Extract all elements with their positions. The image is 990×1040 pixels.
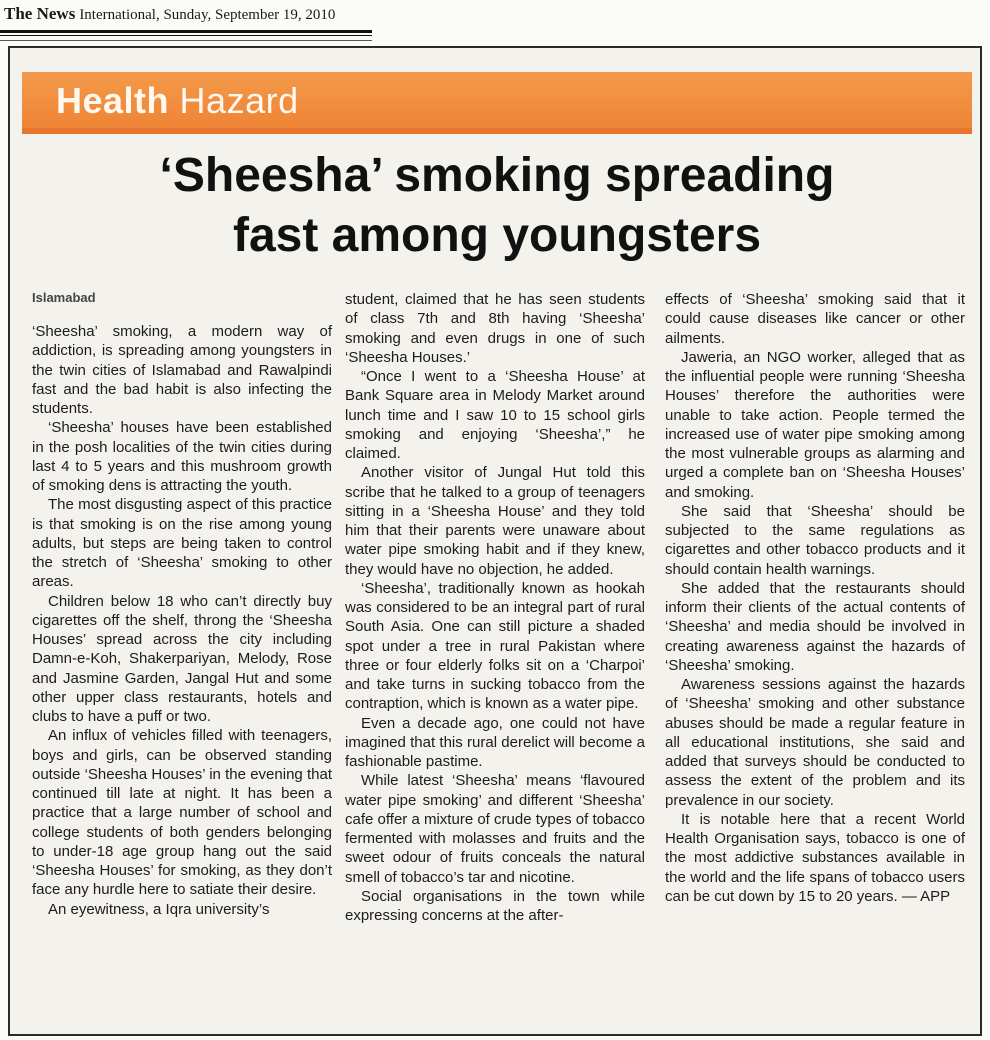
paragraph: An influx of vehicles filled with teenagers, boys and girls, can be observed standing outside ‘Sheesha Houses’ in the evening that continued till late at night. It has been a practice that a large number of school and college students of both genders belonging to under-18 age group hang out the said ‘Sheesha Houses’ for smoking, as they don’t face any hurdle here to satiate their desire.: [32, 727, 332, 899]
paragraph: Awareness sessions against the hazards of ‘Sheesha’ smoking and other substance abuses should be made a regular feature in all educational institutions, she said and added that surveys should be conducted to assess the extent of the problem and its prevalence in our society.: [665, 676, 965, 809]
masthead-rule: [0, 40, 372, 41]
paragraph: Jaweria, an NGO worker, alleged that as the influential people were running ‘Sheesha Houses’ therefore the authorities were unable to take action. People termed the increased use of water pipe smoking among the most vulnerable groups as alarming and urged a complete ban on ‘Sheesha Houses’ and smoking.: [665, 348, 965, 501]
paragraph: student, claimed that he has seen students of class 7th and 8th having ‘Sheesha’ smoking and even drugs in one of such ‘Sheesha Houses.’: [345, 291, 645, 366]
masthead: [4, 4, 364, 28]
paragraph: Even a decade ago, one could not have imagined that this rural derelict will become a fashionable pastime.: [345, 714, 645, 770]
paragraph: effects of ‘Sheesha’ smoking said that it could cause diseases like cancer or other ailments.: [665, 291, 965, 347]
paragraph: Another visitor of Jungal Hut told this scribe that he talked to a group of teenagers sitting in a ‘Sheesha House’ and they told him that their parents were unaware about water pipe smoking habit and if they knew, they would have no objection, he added.: [345, 464, 645, 578]
section-band: [22, 72, 972, 134]
masthead-rule: [0, 35, 372, 36]
article-column-1: [32, 290, 332, 919]
paragraph: ‘Sheesha’ houses have been established in the posh localities of the twin cities during last 4 to 5 years and this mushroom growth of smoking dens is attracting the youth.: [32, 419, 332, 494]
paragraph: ‘Sheesha’ smoking, a modern way of addiction, is spreading among youngsters in the twin cities of Islamabad and Rawalpindi fast and the bad habit is also infecting the students.: [32, 323, 332, 417]
newspaper-name: The News: [4, 4, 76, 23]
paragraph: The most disgusting aspect of this practice is that smoking is on the rise among young adults, but steps are being taken to control the stretch of ‘Sheesha’ smoking to other areas.: [32, 496, 332, 591]
article-column-3: [665, 290, 965, 906]
paragraph: Social organisations in the town while expressing concerns at the after-: [345, 887, 645, 924]
paragraph: An eyewitness, a Iqra university’s: [48, 900, 270, 918]
dateline: Islamabad: [32, 290, 96, 305]
headline-line-2: fast among youngsters: [232, 209, 762, 262]
headline-line-1: ‘Sheesha’ smoking spreading: [159, 149, 835, 202]
masthead-rule: [0, 30, 372, 33]
paragraph: Children below 18 who can’t directly buy cigarettes off the shelf, throng the ‘Sheesha Houses’ spread across the city including Damn-e-Koh, Shakerpariyan, Melody, Rose and Jasmine Garden, Jangal Hut and some other upper class restaurants, hotels and clubs to have a puff or two.: [32, 592, 332, 725]
kicker-bold: Health: [56, 80, 170, 121]
paragraph: While latest ‘Sheesha’ means ‘flavoured water pipe smoking’ and different ‘Sheesha’ cafe offer a mixture of crude types of tobacco fermented with molasses and fruits and the sweet odour of fruits conceals the natural smell of tobacco’s tar and nicotine.: [345, 772, 645, 886]
headline: [22, 146, 972, 266]
kicker-light: Hazard: [179, 80, 299, 121]
paragraph: She added that the restaurants should inform their clients of the actual contents of ‘Sheesha’ and media should be involved in creating awareness against the hazards of ‘Sheesha’ smoking.: [665, 579, 965, 674]
paragraph: It is notable here that a recent World Health Organisation says, tobacco is one of the most addictive substances available in the world and the life spans of tobacco users can be cut down by 15 to 20 years. — APP: [665, 810, 965, 905]
paragraph: ‘Sheesha’, traditionally known as hookah was considered to be an integral part of rural South Asia. One can still picture a shaded spot under a tree in rural Pakistan where three or four elderly folks sit on a ‘Charpoi’ and take turns in sucking tobacco from the contraption, which is known as a water pipe.: [345, 579, 645, 713]
section-kicker: [56, 80, 299, 122]
edition-date: International, Sunday, September 19, 2010: [79, 7, 336, 23]
paragraph: “Once I went to a ‘Sheesha House’ at Bank Square area in Melody Market around lunch time and I saw 10 to 15 school girls smoking and enjoying ‘Sheesha’,” he claimed.: [345, 368, 645, 462]
paragraph: She said that ‘Sheesha’ should be subjected to the same regulations as cigarettes and other tobacco products and it should contain health warnings.: [665, 502, 965, 578]
article-column-2: [345, 290, 645, 925]
